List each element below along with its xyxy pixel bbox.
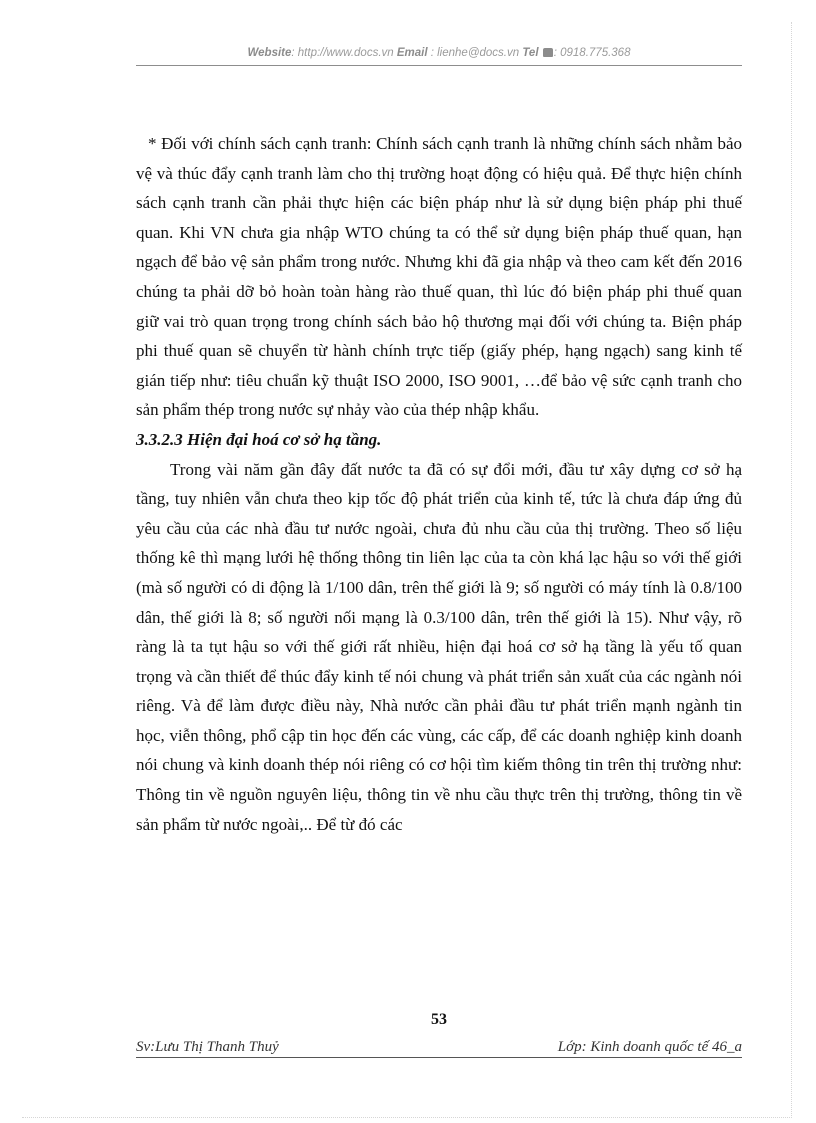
section-heading: 3.3.2.3 Hiện đại hoá cơ sở hạ tầng.	[136, 429, 382, 449]
page-footer	[136, 1039, 742, 1058]
tel-label: Tel	[522, 47, 539, 59]
email-value: : lienhe@docs.vn	[427, 47, 523, 59]
paragraph-infrastructure: Trong vài năm gần đây đất nước ta đã có sự đổi mới, đầu tư xây dựng cơ sở hạ tầng, tuy nhiên vẫn chưa theo kịp tốc độ phát triển của kinh tế, tức là chưa đáp ứng đủ yêu cầu của các nhà đầu tư nước ngoài, chưa đủ nhu cầu của thị trường. Theo số liệu thống kê thì mạng lưới hệ thống thông tin liên lạc của ta còn khá lạc hậu so với thế giới (mà số người có di động là 1/100 dân, trên thế giới là 9; số người có máy tính là 0.8/100 dân, thế giới là 8; số người nối mạng là 0.3/100 dân, trên thế giới là 15). Như vậy, rõ ràng là ta tụt hậu so với thế giới rất nhiều, hiện đại hoá cơ sở hạ tầng là yếu tố quan trọng và cần thiết để thúc đẩy kinh tế nói chung và phát triển sản xuất của các ngành nói riêng. Và để làm được điều này, Nhà nước cần phải đầu tư phát triển mạnh ngành tin học, viễn thông, phổ cập tin học đến các vùng, các cấp, để các doanh nghiệp kinh doanh nói chung và kinh doanh thép nói riêng có cơ hội tìm kiếm thông tin trên thị trường như: Thông tin về nguồn nguyên liệu, thông tin về nhu cầu thực trên thị trường, thông tin về sản phẩm từ nước ngoài,.. Để từ đó các	[136, 459, 742, 834]
paragraph-competition-policy: * Đối với chính sách cạnh tranh: Chính sách cạnh tranh là những chính sách nhằm bảo vệ và thúc đẩy cạnh tranh làm cho thị trường hoạt động có hiệu quả. Để thực hiện chính sách cạnh tranh cần phải thực hiện các biện pháp như là sử dụng biện pháp phi thuế quan. Khi VN chưa gia nhập WTO chúng ta có thể sử dụng biện pháp thuế quan, hạn ngạch để bảo vệ sản phẩm trong nước. Nhưng khi đã gia nhập và theo cam kết đến 2016 chúng ta phải dỡ bỏ hoàn toàn hàng rào thuế quan, thì lúc đó biện pháp phi thuế quan giữ vai trò quan trọng trong chính sách bảo hộ thương mại đối với chúng ta. Biện pháp phi thuế quan sẽ chuyển từ hành chính trực tiếp (giấy phép, hạng ngạch) sang kinh tế gián tiếp như: tiêu chuẩn kỹ thuật ISO 2000, ISO 9001, …để bảo vệ sức cạnh tranh cho sản phẩm thép trong nước sự nhảy vào của thép nhập khẩu.	[136, 134, 742, 420]
phone-icon	[543, 48, 553, 57]
page-header	[136, 47, 742, 59]
page-number: 53	[431, 1011, 447, 1028]
footer-student: Sv:Lưu Thị Thanh Thuỷ	[136, 1039, 279, 1055]
website-label: Website	[247, 47, 292, 59]
body-content	[136, 129, 742, 839]
footer-class: Lớp: Kinh doanh quốc tế 46_a	[557, 1039, 742, 1055]
email-label: Email	[396, 47, 428, 59]
header-rule	[136, 65, 742, 66]
tel-value: : 0918.775.368	[553, 47, 631, 59]
website-value: : http://www.docs.vn	[291, 47, 397, 59]
